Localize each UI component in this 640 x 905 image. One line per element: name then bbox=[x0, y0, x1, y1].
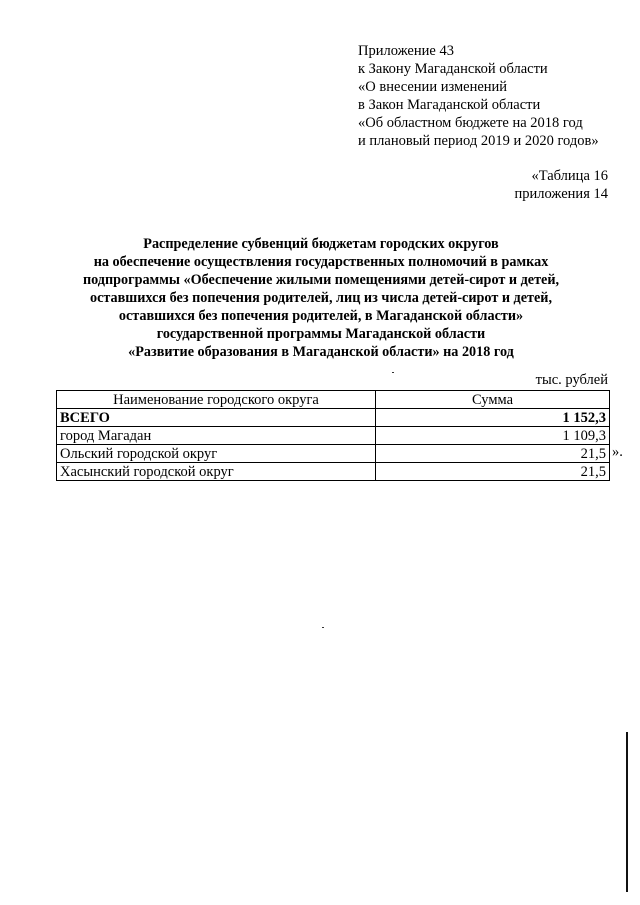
row-sum: 1 109,3 bbox=[376, 427, 610, 445]
row-name: Ольский городской округ bbox=[57, 445, 376, 463]
closing-quote-mark: ». bbox=[612, 444, 623, 460]
table-row bbox=[57, 463, 610, 481]
table-row bbox=[57, 445, 610, 463]
row-sum: 1 152,3 bbox=[376, 409, 610, 427]
table-reference-line: приложения 14 bbox=[514, 186, 608, 202]
header-line: в Закон Магаданской области bbox=[358, 97, 541, 113]
row-name: город Магадан bbox=[57, 427, 376, 445]
table-row-total bbox=[57, 409, 610, 427]
units-label: тыс. рублей bbox=[535, 372, 608, 388]
header-line: «Об областном бюджете на 2018 год bbox=[358, 115, 583, 131]
scan-margin-line bbox=[626, 732, 628, 892]
column-header-sum: Сумма bbox=[376, 391, 610, 409]
title-line: оставшихся без попечения родителей, в Магаданской области» bbox=[118, 308, 524, 324]
row-sum: 21,5 bbox=[376, 445, 610, 463]
header-line: «О внесении изменений bbox=[358, 79, 508, 95]
table-reference bbox=[515, 167, 608, 203]
row-name: Хасынский городской округ bbox=[57, 463, 376, 481]
title-line: оставшихся без попечения родителей, лиц из числа детей-сирот и детей, bbox=[89, 290, 553, 306]
document-title bbox=[40, 235, 602, 361]
column-header-name: Наименование городского округа bbox=[57, 391, 376, 409]
scan-speck bbox=[322, 627, 324, 628]
title-line: государственной программы Магаданской области bbox=[156, 326, 486, 342]
row-sum: 21,5 bbox=[376, 463, 610, 481]
title-line: на обеспечение осуществления государственных полномочий в рамках bbox=[93, 254, 549, 270]
table-reference-line: «Таблица 16 bbox=[531, 168, 608, 184]
subsidy-table bbox=[56, 390, 610, 481]
header-line: Приложение 43 bbox=[358, 43, 454, 59]
title-line: «Развитие образования в Магаданской области» на 2018 год bbox=[128, 344, 514, 360]
title-line: Распределение субвенций бюджетам городских округов bbox=[143, 236, 499, 252]
header-line: и плановый период 2019 и 2020 годов» bbox=[358, 133, 599, 149]
row-name: ВСЕГО bbox=[57, 409, 376, 427]
title-line: подпрограммы «Обеспечение жилыми помещениями детей-сирот и детей, bbox=[82, 272, 560, 288]
table-header-row bbox=[57, 391, 610, 409]
header-line: к Закону Магаданской области bbox=[358, 61, 548, 77]
scan-speck bbox=[392, 372, 394, 373]
table-row bbox=[57, 427, 610, 445]
appendix-header bbox=[358, 42, 599, 150]
